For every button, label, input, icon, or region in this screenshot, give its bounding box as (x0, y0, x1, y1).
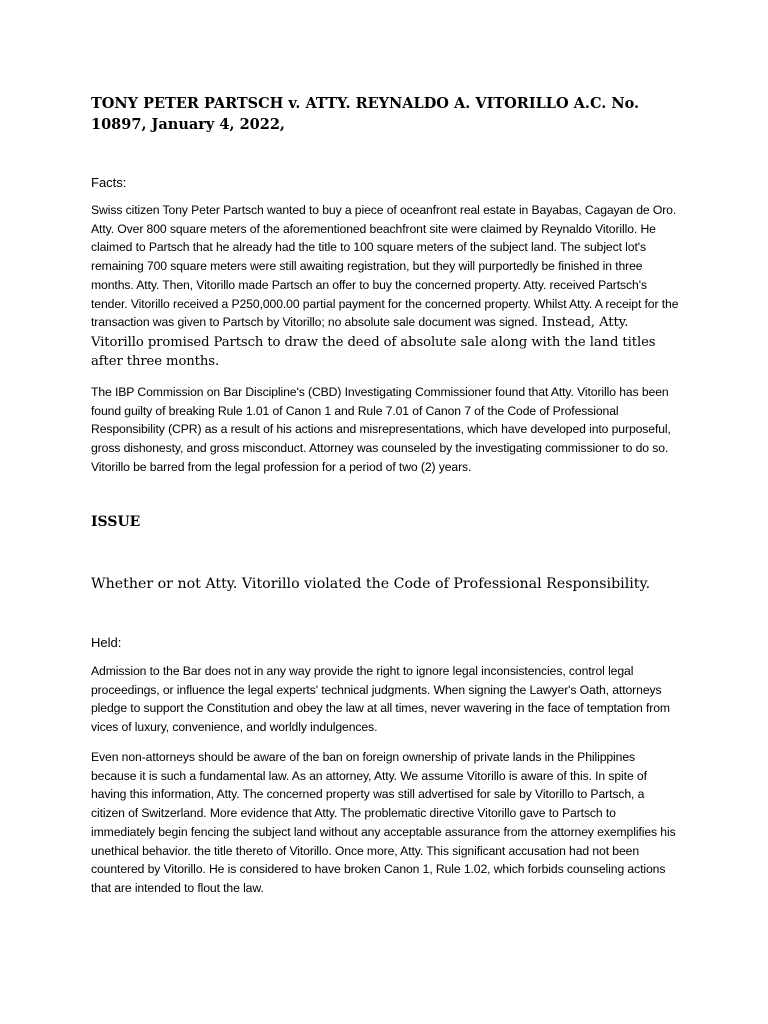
issue-text: Whether or not Atty. Vitorillo violated the Code of Professional Responsibility. (91, 576, 651, 592)
held-label: Held: (91, 635, 122, 650)
facts-paragraph-1-serif-text: Instead, Atty. Vitorillo promised Partsch to draw the deed of absolute sale along with the land titles after three months. (91, 315, 656, 370)
facts-paragraph-2: The IBP Commission on Bar Discipline's (CBD) Investigating Commissioner found that Atty. Vitorillo has been found guilty of breaking Rule 1.01 of Canon 1 and Rule 7.01 of Canon 7 of the Code of Professional Responsibility (CPR) as a result of his actions and misrepresentations, which have developed into purposeful, gross dishonesty, and gross misconduct. Attorney was counseled by the investigating commissioner to do so. Vitorillo be barred from the legal profession for a period of two (2) years. (91, 385, 671, 474)
issue-heading: ISSUE (91, 514, 141, 530)
facts-paragraph-1-text: Swiss citizen Tony Peter Partsch wanted to buy a piece of oceanfront real estate in Bayabas, Cagayan de Oro. Atty. Over 800 square meters of the aforementioned beachfront site were claimed by Reynaldo Vitorillo. He claimed to Partsch that he already had the title to 100 square meters of the subject land. The subject lot's remaining 700 square meters were still awaiting registration, but they will purportedly be finished in three months. Atty. Then, Vitorillo made Partsch an offer to buy the concerned property. Atty. received Partsch's tender. Vitorillo received a P250,000.00 partial payment for the concerned property. Whilst Atty. A receipt for the transaction was given to Partsch by Vitorillo; no absolute sale document was signed. (91, 203, 679, 330)
case-title: TONY PETER PARTSCH v. ATTY. REYNALDO A. VITORILLO A.C. No. 10897, January 4, 2022, (91, 95, 640, 133)
facts-paragraph-1 (91, 201, 681, 372)
held-paragraph-2: Even non-attorneys should be aware of the ban on foreign ownership of private lands in the Philippines because it is such a fundamental law. As an attorney, Atty. We assume Vitorillo is aware of this. In spite of having this information, Atty. The concerned property was still advertised for sale by Vitorillo to Partsch, a citizen of Switzerland. More evidence that Atty. The problematic directive Vitorillo gave to Partsch to immediately begin fencing the subject land without any acceptable assurance from the attorney exemplifies his unethical behavior. the title thereto of Vitorillo. Once more, Atty. This significant accusation had not been countered by Vitorillo. He is considered to have broken Canon 1, Rule 1.02, which forbids counseling actions that are intended to flout the law. (91, 750, 676, 895)
held-paragraph-1: Admission to the Bar does not in any way provide the right to ignore legal inconsistencies, control legal proceedings, or influence the legal experts' technical judgments. When signing the Lawyer's Oath, attorneys pledge to support the Constitution and obey the law at all times, never wavering in the face of temptation from vices of luxury, convenience, and worldly indulgences. (91, 664, 670, 735)
facts-label: Facts: (91, 175, 127, 190)
